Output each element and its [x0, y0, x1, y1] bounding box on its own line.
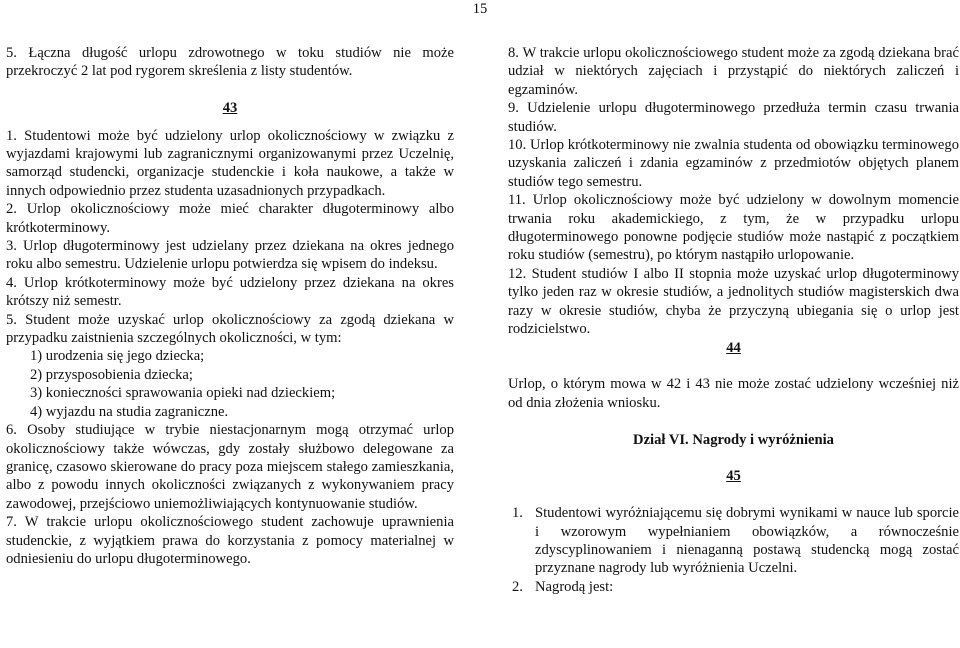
list-item: 3) konieczności sprawowania opieki nad dzieckiem;: [30, 385, 336, 402]
list-text: Studentowi wyróżniającemu się dobrymi wynikami w nauce lub sporcie i wzorowym wypełnianiem obowiązków, a równocześnie zdyscyplinowaniem i nienaganną postawą studencką mogą zostać przyznane nagrody lub wyróżnienia Uczelni.: [535, 505, 959, 577]
paragraph-45-heading: 45: [726, 468, 741, 485]
p43-item-5-list: [6, 347, 454, 421]
list-item: 2) przysposobienia dziecka;: [30, 366, 193, 383]
p43-item-1: 1. Studentowi może być udzielony urlop okolicznościowy w związku z wyjazdami krajowymi lub zagranicznymi organizowanymi przez Uczelnię, samorząd studencki, organizacje studenckie i koła naukowe, a także w innych odpowiednio przez studenta uzasadnionych przypadkach.: [6, 127, 454, 199]
left-column: [6, 44, 454, 568]
list-item: 1) urodzenia się jego dziecka;: [30, 348, 205, 365]
p43-item-5: 5. Student może uzyskać urlop okolicznościowy za zgodą dziekana w przypadku zaistnienia szczególnych okoliczności, w tym:: [6, 311, 454, 347]
p43-item-9: 9. Udzielenie urlopu długoterminowego przedłuża termin czasu trwania studiów.: [508, 100, 959, 135]
p45-item-2: [508, 578, 959, 596]
right-column: [508, 44, 959, 596]
item-5-health-leave: 5. Łączna długość urlopu zdrowotnego w toku studiów nie może przekroczyć 2 lat pod rygorem skreślenia z listy studentów.: [6, 45, 454, 80]
p43-item-12: 12. Student studiów I albo II stopnia może uzyskać urlop długoterminowy tylko jeden raz w okresie studiów, a jednolitych studiów magisterskich dwa razy w okresie studiów, chyba że przyczyną ubiegania się o urlop jest rodzicielstwo.: [508, 265, 959, 338]
paragraph-44-heading: 44: [726, 339, 741, 356]
p43-item-8: 8. W trakcie urlopu okolicznościowego student może za zgodą dziekana brać udział w niektórych zajęciach i przystąpić do niektórych zaliczeń i egzaminów.: [508, 45, 959, 98]
p43-item-10: 10. Urlop krótkoterminowy nie zwalnia studenta od obowiązku terminowego uzyskania zaliczeń i zdania egzaminów z przedmiotów objętych planem studiów tego semestru.: [508, 137, 959, 190]
p43-item-2: 2. Urlop okolicznościowy może mieć charakter długoterminowy albo krótkoterminowy.: [6, 201, 454, 236]
p43-item-3: 3. Urlop długoterminowy jest udzielany przez dziekana na okres jednego roku albo semestru. Udzielenie urlopu potwierdza się wpisem do indeksu.: [6, 238, 454, 273]
p43-item-6: 6. Osoby studiujące w trybie niestacjonarnym mogą otrzymać urlop okolicznościowy także wówczas, gdy zostały służbowo delegowane za granicę, czasowo skierowane do pracy poza miejscem stałego zamieszkania, albo z powodu innych okoliczności związanych z wykonywaniem pracy zawodowej, przejściowo uniemożliwiających kontynuowanie studiów.: [6, 422, 454, 512]
p43-item-4: 4. Urlop krótkoterminowy może być udzielony przez dziekana na okres krótszy niż semestr.: [6, 274, 454, 310]
p45-item-1: [508, 504, 959, 578]
paragraph-43-heading: 43: [222, 100, 238, 117]
list-number: 2.: [512, 578, 523, 595]
p43-item-7: 7. W trakcie urlopu okolicznościowego student zachowuje uprawnienia studenckie, z wyjątkiem prawa do korzystania z pomocy materialnej w odniesieniu do urlopu długoterminowego.: [6, 514, 454, 567]
list-item: 4) wyjazdu na studia zagraniczne.: [30, 403, 229, 420]
page-number: 15: [472, 1, 488, 17]
p43-item-11: 11. Urlop okolicznościowy może być udzielony w dowolnym momencie trwania roku akademickiego, z tym, że w przypadku urlopu długoterminowego ponowne podjęcie studiów może nastąpić z początkiem roku studiów (semestru), po którym nastąpiło urlopowanie.: [508, 192, 959, 264]
list-text: Nagrodą jest:: [535, 578, 614, 595]
section-title: Dział VI. Nagrody i wyróżnienia: [633, 431, 834, 448]
p44-text: Urlop, o którym mowa w 42 i 43 nie może zostać udzielony wcześniej niż od dnia złożenia wniosku.: [508, 376, 959, 411]
list-number: 1.: [512, 505, 523, 522]
